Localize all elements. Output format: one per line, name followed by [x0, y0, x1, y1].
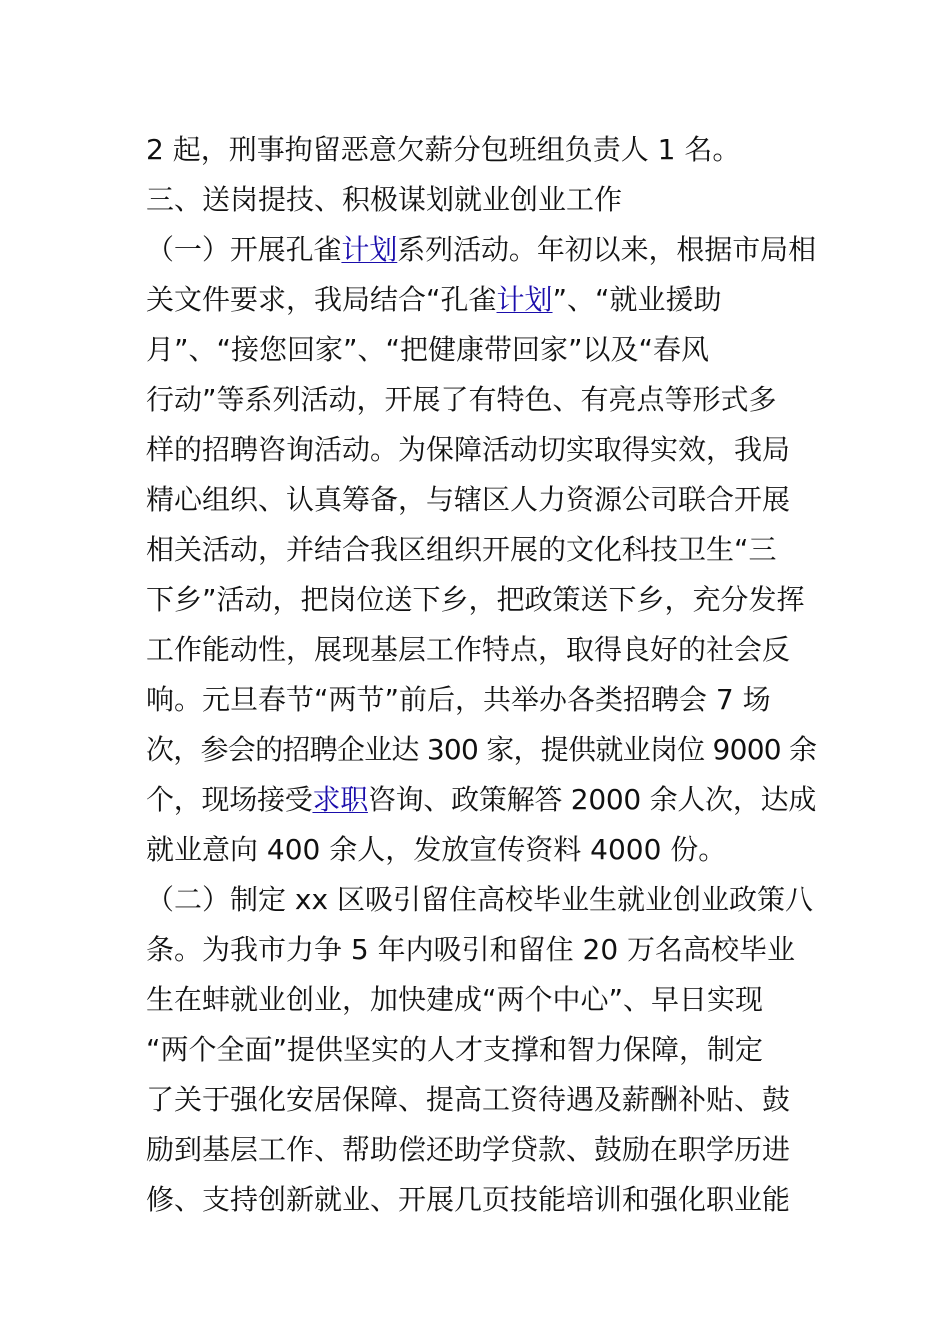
text-line: 了关于强化安居保障、提高工资待遇及薪酬补贴、鼓 [146, 1083, 791, 1116]
text-line: 2 起，刑事拘留恶意欠薪分包班组负责人 1 名。 [146, 133, 741, 166]
section-heading: 三、送岗提技、积极谋划就业创业工作 [146, 183, 623, 216]
text-segment: 系列活动。年初以来，根据市局相 [397, 233, 817, 266]
job-seeking-link[interactable]: 求职 [312, 783, 368, 816]
text-line: 样的招聘咨询活动。为保障活动切实取得实效，我局 [146, 433, 791, 466]
text-segment: （一）开展孔雀 [146, 233, 342, 266]
text-line: 条。为我市力争 5 年内吸引和留住 20 万名高校毕业 [146, 933, 796, 966]
text-line: 行动”等系列活动，开展了有特色、有亮点等形式多 [146, 383, 777, 416]
text-segment: 个，现场接受 [146, 783, 313, 816]
text-line: 精心组织、认真筹备，与辖区人力资源公司联合开展 [146, 483, 791, 516]
text-line [146, 275, 816, 325]
text-segment: ”、“就业援助 [552, 283, 722, 316]
text-segment: 关文件要求，我局结合“孔雀 [146, 283, 497, 316]
plan-link[interactable]: 计划 [341, 233, 398, 266]
text-line: 相关活动，并结合我区组织开展的文化科技卫生“三 [146, 533, 777, 566]
text-line: 工作能动性，展现基层工作特点，取得良好的社会反 [146, 633, 791, 666]
plan-link[interactable]: 计划 [496, 283, 553, 316]
text-line: （二）制定 xx 区吸引留住高校毕业生就业创业政策八 [146, 883, 813, 916]
text-line: 就业意向 400 余人，发放宣传资料 4000 份。 [146, 833, 727, 866]
text-line: “两个全面”提供坚实的人才支撑和智力保障，制定 [146, 1033, 764, 1066]
text-line: 励到基层工作、帮助偿还助学贷款、鼓励在职学历进 [146, 1133, 791, 1166]
text-line: 响。元旦春节“两节”前后，共举办各类招聘会 7 场 [146, 683, 771, 716]
text-line: 生在蚌就业创业，加快建成“两个中心”、早日实现 [146, 983, 764, 1016]
text-line: 下乡”活动，把岗位送下乡，把政策送下乡，充分发挥 [146, 583, 805, 616]
text-line: 月”、“接您回家”、“把健康带回家”以及“春风 [146, 333, 710, 366]
text-segment: 咨询、政策解答 2000 余人次，达成 [367, 783, 817, 816]
text-line [146, 225, 816, 275]
text-line [146, 775, 816, 825]
text-line: 次，参会的招聘企业达 300 家，提供就业岗位 9000 余 [146, 733, 817, 766]
text-line: 修、支持创新就业、开展几页技能培训和强化职业能 [146, 1183, 791, 1216]
